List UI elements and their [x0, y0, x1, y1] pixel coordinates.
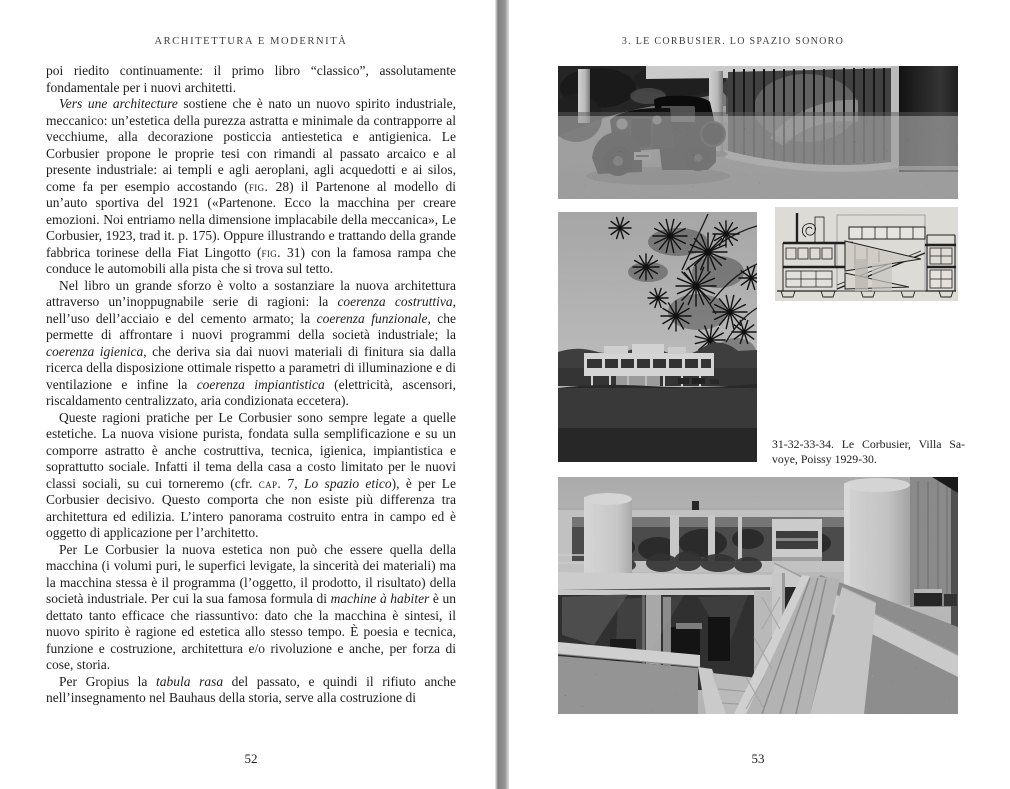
running-head-left: ARCHITETTURA E MODERNITÀ: [154, 36, 348, 47]
page-number-left: 52: [244, 751, 258, 766]
photo-villa-behind-pine: [558, 212, 757, 462]
photo-car-under-pilotis: [558, 66, 958, 199]
photo-roof-terrace-ramp: [558, 477, 958, 714]
drawing-villa-section: [775, 207, 958, 301]
body-text: poi riedito continuamente: il primo libro “classico”, assolutamente fondamentale per i nuovi architetti. Vers une architecture sostiene che è nato un nuovo spirito industriale, meccanico: un’estetica della purezza astratta e minimale da contrapporre al vecchiume, alla decorazione posticcia antiestetica e antigienica. Le Corbusier propone le proprie tesi con rimandi al passato arcaico e al presente industriale: ai templi e agli aeroplani, agli acquedotti e ai silos, come fa per esempio accostando (fig. 28) il Partenone al modello di un’auto sportiva del 1921 («Partenone. Ecco la macchina per creare emozioni. Noi entriamo nella dimensione implacabile della meccanica», Le Corbusier, 1923, trad it. p. 175). Oppure illustrando e trattando della grande fabbrica torinese della Fiat Lingotto (fig. 31) con la famosa rampa che conduce le automobili alla pista che si trova sul tetto. Nel libro un grande sforzo è volto a sostanziare la nuova architettura attraverso un’inoppugnabile serie di ragioni: la coerenza costruttiva, nell’uso dell’acciaio e del cemento armato; la coerenza funzionale, che permette di affrontare i nuovi programmi della società industriale; la coerenza igienica, che deriva sia dai nuovi materiali di finitura sia dalla ricerca della disposizione ottimale rispetto a parametri di illuminazione e di ventilazione e infine la coerenza impiantistica (elettricità, ascensori, riscaldamento centralizzato, aria condizionata eccetera). Queste ragioni pratiche per Le Corbusier sono sempre legate a quelle estetiche. La nuova visione purista, fondata sulla semplificazione e su un comporre astratto è anche costruttiva, tecnica, igienica, impiantistica e soprattutto sociale. Infatti il tema della casa a costo limitato per le nuovi classi sociali, su cui torneremo (cfr. cap. 7, Lo spazio etico), è per Le Corbusier decisivo. Questo comporta che non esiste più differenza tra architettura ed edilizia. L’intero panorama costruito entra in campo ed è oggetto di applicazione per l’architetto. Per Le Corbusier la nuova estetica non può che essere quella della macchina (i volumi puri, le superfici levigate, la sincerità dei materiali) ma la macchina stessa è il programma (l’oggetto, il prodotto, il risultato) della società industriale. Per cui la sua famosa formula di machine à habiter è un dettato tanto efficace che riassuntivo: dato che la macchina è sintesi, il nuovo spirito è ragione ed estetica allo stesso tempo. È poesia e tecnica, funzione e costruzione, architettura e/o rivoluzione e anche, per forza di cose, storia. Per Gropius la tabula rasa del passato, e quindi il rifiuto anche nell’insegnamento nel Bauhaus della storia, serve alla costruzione di: [46, 63, 457, 705]
page-left: [0, 0, 495, 789]
page-number-right: 53: [751, 751, 765, 766]
running-head-right: 3. LE CORBUSIER. LO SPAZIO SONORO: [621, 36, 845, 47]
page-gutter: [495, 0, 509, 789]
page-right: [509, 0, 1010, 789]
figure-caption: [772, 437, 965, 467]
caption-line: 31-32-33-34. Le Corbusier, Villa Sa-: [772, 437, 965, 451]
caption-line: voye, Poissy 1929-30.: [772, 451, 877, 466]
